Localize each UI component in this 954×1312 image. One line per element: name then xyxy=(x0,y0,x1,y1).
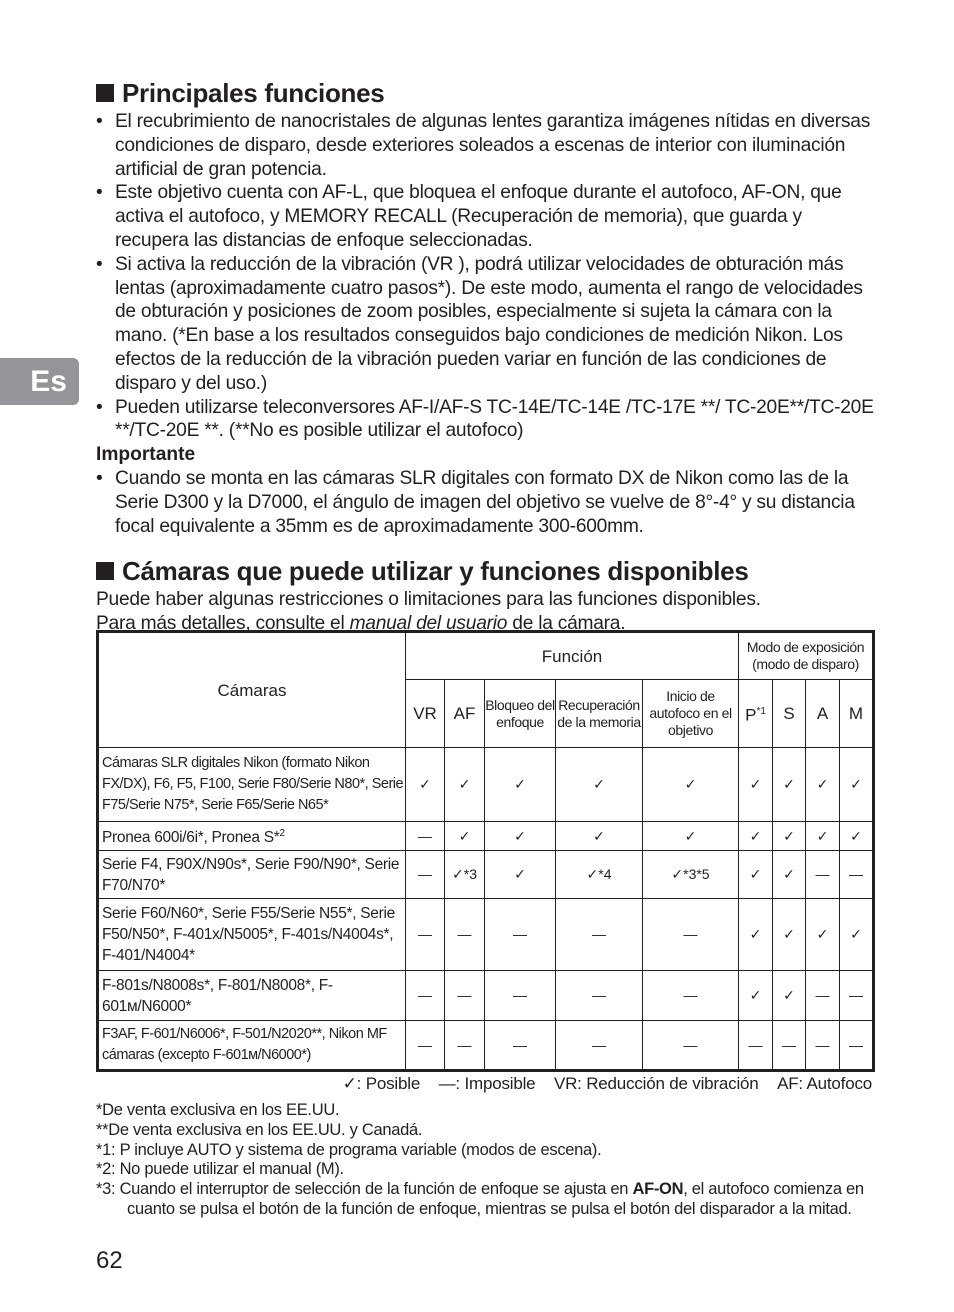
cell: — xyxy=(485,971,556,1021)
footnote: *2: No puede utilizar el manual (M). xyxy=(96,1160,344,1179)
footnote-ref: 2 xyxy=(279,828,285,840)
page-content xyxy=(96,76,876,636)
header-function: Función xyxy=(406,632,739,680)
cell: ✓ xyxy=(485,748,556,822)
cell: — xyxy=(840,1021,874,1071)
footnote xyxy=(96,1180,876,1220)
important-list xyxy=(96,467,876,538)
cell: ✓ xyxy=(739,748,773,822)
cell: — xyxy=(773,1021,806,1071)
list-item: • Este objetivo cuenta con AF-L, que bloquea el enfoque durante el autofoco, AF-ON, que activa el autofoco, y MEMORY RECALL (Recuperación de memoria), que guarda y recupera las distancias de enfoque seleccionadas. xyxy=(96,181,876,252)
footnote-text: *3: Cuando el interruptor de selección de la función de enfoque se ajusta en xyxy=(96,1180,633,1199)
cell: ✓ xyxy=(773,971,806,1021)
language-tab-es xyxy=(0,358,79,405)
cell: ✓ xyxy=(406,748,445,822)
cell: — xyxy=(840,851,874,899)
cell: ✓ xyxy=(485,822,556,851)
cell: ✓ xyxy=(739,851,773,899)
table-row xyxy=(98,1021,874,1071)
header-m: M xyxy=(840,680,874,748)
p-label: P xyxy=(745,705,757,725)
list-item: • El recubrimiento de nanocristales de algunas lentes garantiza imágenes nítidas en diversas condiciones de disparo, desde exteriores soleados a escenas de interior con iluminación artificial de gran potencia. xyxy=(96,110,876,181)
manual-reference: manual del usuario xyxy=(349,613,508,635)
list-item: • Pueden utilizarse teleconversores AF-I/AF-S TC-14E/TC-14E /TC-17E **/ TC-20E**/TC-20E **/TC-20E **. (**No es posible utilizar el autofoco) xyxy=(96,396,876,444)
intro-line-1: Puede haber algunas restricciones o limitaciones para las funciones disponibles. xyxy=(96,589,761,611)
cell: — xyxy=(556,899,643,971)
legend-possible: ✓: Posible xyxy=(342,1074,421,1093)
camera-name: Cámaras SLR digitales Nikon (formato Nikon FX/DX), F6, F5, F100, Serie F80/Serie N80*, Serie F75/Serie N75*, Serie F65/Serie N65* xyxy=(98,748,406,822)
cell: ✓*3*5 xyxy=(643,851,739,899)
header-a: A xyxy=(806,680,840,748)
camera-name: Serie F4, F90X/N90s*, Serie F90/N90*, Serie F70/N70* xyxy=(98,851,406,899)
cell: ✓ xyxy=(556,748,643,822)
cell: ✓ xyxy=(840,748,874,822)
cell: — xyxy=(406,1021,445,1071)
cell: — xyxy=(445,1021,485,1071)
cell: — xyxy=(406,899,445,971)
cell: — xyxy=(643,971,739,1021)
square-bullet-icon xyxy=(96,562,114,580)
list-item: • Cuando se monta en las cámaras SLR digitales con formato DX de Nikon como las de la Serie D300 y la D7000, el ángulo de imagen del objetivo se vuelve de 8°-4° y su distancia focal equivalente a 35mm es de aproximadamente 300-600mm. xyxy=(96,467,876,538)
cell: ✓*4 xyxy=(556,851,643,899)
header-p xyxy=(739,680,773,748)
cell: — xyxy=(806,851,840,899)
cell: ✓ xyxy=(840,822,874,851)
cell: ✓ xyxy=(485,851,556,899)
cell: — xyxy=(485,1021,556,1071)
cell: — xyxy=(406,822,445,851)
section-title: Principales funciones xyxy=(122,78,385,108)
cell: — xyxy=(485,899,556,971)
cell: ✓ xyxy=(739,971,773,1021)
table-row xyxy=(98,851,874,899)
cell: — xyxy=(445,899,485,971)
header-memory-recall: Recuperación de la memoria xyxy=(556,680,643,748)
cell: ✓ xyxy=(445,822,485,851)
language-label: Es xyxy=(30,364,67,398)
camera-text: Pronea 600i/6i*, Pronea S* xyxy=(102,829,280,847)
footnotes xyxy=(96,1101,876,1220)
camera-name: Serie F60/N60*, Serie F55/Serie N55*, Serie F50/N50*, F-401x/N5005*, F-401s/N4004s*, F-401/N4004* xyxy=(98,899,406,971)
section-heading-principales xyxy=(96,76,876,110)
table-row xyxy=(98,822,874,851)
important-label: Importante xyxy=(96,444,196,466)
intro-text: de la cámara. xyxy=(507,613,626,635)
cell: — xyxy=(806,971,840,1021)
cell: ✓ xyxy=(773,899,806,971)
cell: ✓ xyxy=(739,822,773,851)
cell: — xyxy=(406,971,445,1021)
footnote-ref: *1 xyxy=(756,706,766,718)
cell: — xyxy=(840,971,874,1021)
cell: ✓ xyxy=(806,748,840,822)
features-list xyxy=(96,110,876,443)
cell: ✓ xyxy=(840,899,874,971)
compatibility-table xyxy=(96,630,875,1072)
legend-impossible: —: Imposible xyxy=(438,1074,536,1093)
cell: ✓ xyxy=(806,899,840,971)
cell: ✓ xyxy=(773,822,806,851)
cell: ✓ xyxy=(739,899,773,971)
af-on-label: AF-ON xyxy=(632,1180,684,1199)
cell: — xyxy=(445,971,485,1021)
camera-name xyxy=(98,822,406,851)
cell: ✓*3 xyxy=(445,851,485,899)
header-exposure-mode: Modo de exposición (modo de disparo) xyxy=(739,632,874,680)
header-focus-lock: Bloqueo del enfoque xyxy=(485,680,556,748)
cell: — xyxy=(556,1021,643,1071)
section-title: Cámaras que puede utilizar y funciones disponibles xyxy=(122,556,749,587)
table-legend xyxy=(96,1074,872,1094)
cell: ✓ xyxy=(445,748,485,822)
table-row xyxy=(98,899,874,971)
list-item: • Si activa la reducción de la vibración (VR ), podrá utilizar velocidades de obturación más lentas (aproximadamente cuatro pasos*). De este modo, aumenta el rango de velocidades de obturación y posiciones de zoom posibles, especialmente si sujeta la cámara con la mano. (*En base a los resultados conseguidos bajo condiciones de medición Nikon. Los efectos de la reducción de la vibración pueden variar en función de las condiciones de disparo y del uso.) xyxy=(96,253,876,396)
intro-text: Para más detalles, consulte el xyxy=(96,613,350,635)
cell: — xyxy=(406,851,445,899)
cell: ✓ xyxy=(773,748,806,822)
cell: ✓ xyxy=(773,851,806,899)
header-s: S xyxy=(773,680,806,748)
square-bullet-icon xyxy=(96,84,114,102)
footnote: *1: P incluye AUTO y sistema de programa variable (modos de escena). xyxy=(96,1140,602,1159)
camera-name: F-801s/N8008s*, F-801/N8008*, F-601м/N6000* xyxy=(98,971,406,1021)
legend-af: AF: Autofoco xyxy=(777,1074,872,1093)
camera-name: F3AF, F-601/N6006*, F-501/N2020**, Nikon MF cámaras (excepto F-601м/N6000*) xyxy=(98,1021,406,1071)
legend-vr: VR: Reducción de vibración xyxy=(553,1074,759,1093)
table-row xyxy=(98,748,874,822)
cell: ✓ xyxy=(643,822,739,851)
page-number: 62 xyxy=(96,1247,123,1274)
cell: ✓ xyxy=(806,822,840,851)
cell: — xyxy=(643,1021,739,1071)
header-cameras: Cámaras xyxy=(98,632,406,748)
cell: ✓ xyxy=(556,822,643,851)
header-af-on: Inicio de autofoco en el objetivo xyxy=(643,680,739,748)
section-heading-camaras xyxy=(96,554,876,588)
cell: — xyxy=(643,899,739,971)
header-af: AF xyxy=(445,680,485,748)
cell: — xyxy=(806,1021,840,1071)
cell: — xyxy=(739,1021,773,1071)
footnote-text: , el autofoco comienza en cuanto se pulsa el botón de la función de enfoque, mientras se pulsa el botón del disparador a la mitad. xyxy=(127,1180,864,1218)
table-row xyxy=(98,971,874,1021)
footnote: *De venta exclusiva en los EE.UU. xyxy=(96,1101,340,1119)
cell: ✓ xyxy=(643,748,739,822)
cell: — xyxy=(556,971,643,1021)
footnote: **De venta exclusiva en los EE.UU. y Canadá. xyxy=(96,1120,423,1139)
header-vr: VR xyxy=(406,680,445,748)
